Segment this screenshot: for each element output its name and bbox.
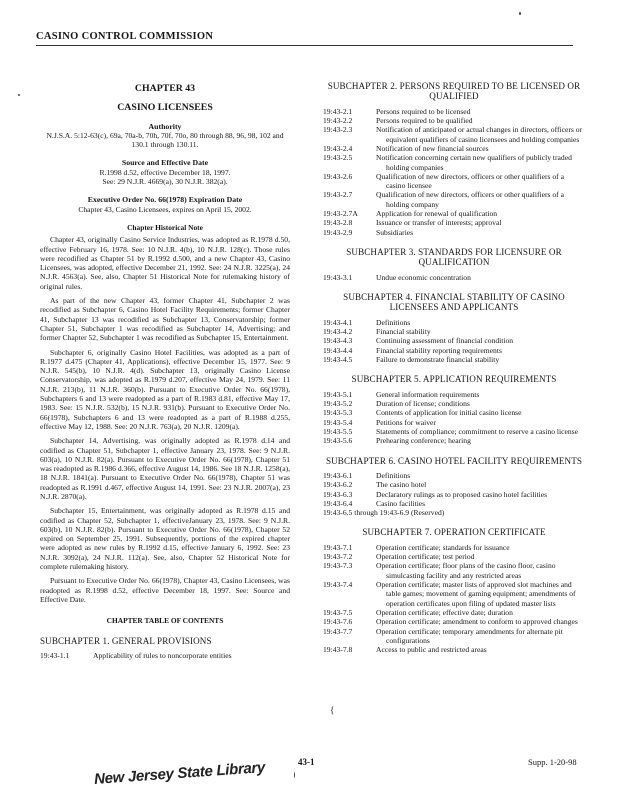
section-title: 19:43-6.5 through 19:43-6.9 (Reserved) [323, 508, 445, 518]
section-number: 19:43-5.5 [323, 426, 353, 436]
section-number: 19:43-2.7A [323, 209, 358, 219]
toc-entry [323, 645, 585, 654]
section-title: Declaratory rulings as to proposed casino hotel facilities [376, 489, 548, 499]
section-title: Operation certificate; amendment to conform to approved changes [376, 617, 578, 627]
section-list [323, 318, 585, 364]
toc-entry [323, 273, 585, 282]
section-title: Casino facilities [376, 498, 426, 508]
section-number: 19:43-5.4 [323, 417, 353, 427]
toc-entry [323, 125, 585, 144]
source-heading: Source and Effective Date [121, 158, 209, 168]
section-number: 19:43-5.6 [323, 436, 353, 446]
page-number: 43-1 [298, 757, 315, 767]
section-title: General information requirements [376, 389, 480, 399]
section-number: 19:43-6.4 [323, 498, 353, 508]
toc-entry [323, 408, 585, 417]
toc-entry [323, 209, 585, 218]
section-number: 19:43-2.3 [323, 125, 353, 135]
history-paragraph: As part of the new Chapter 43, former Chapter 41, Subchapter 2 was recodified as Subchapter 6, Casino Hotel Facility Requirements; former Chapter 41, Subchapter 13 was recodified as Subchapter 13, Conservatorship; former Chapter 51, Subchapter 1 was recodified as Subchapter 14, Advertising; and former Chapter 52, Subchapter 1 was recodified as Subchapter 15, Entertainment. [40, 296, 290, 343]
toc-entry [323, 318, 585, 327]
section-title: Application for renewal of qualification [376, 209, 498, 219]
toc-entry [323, 190, 585, 209]
toc-entry [323, 390, 585, 399]
toc-entry [323, 499, 585, 508]
section-number: 19:43-7.5 [323, 607, 353, 617]
toc-entry [323, 228, 585, 237]
source-text: R.1998 d.52, effective December 18, 1997. [99, 167, 231, 177]
supplement-date: Supp. 1-20-98 [528, 757, 577, 767]
section-title: Duration of license; conditions [376, 399, 470, 409]
header-rule [36, 45, 573, 46]
history-paragraph: Subchapter 6, originally Casino Hotel Facilities, was adopted as a part of R.1977 d.475 (Chapter 41, Applications), effective December 15, 1977. See: 9 N.J.R. 545(b), 10 N.J.R. 4(d). Subchapter 13, originally Casino License Conservatorship, was adopted as R.1979 d.207, effective May 24, 1979. See: 11 N.J.R. 213(b), 11 N.J.R. 360(b). Pursuant to Executive Order No. 66(1978), Subchapters 6 and 13 were readopted as a part of R.1983 d.81, effective May 17, 1983. See: 15 N.J.R. 532(b), 15 N.J.R. 931(b). Pursuant to Executive Order No. 66(1978), Subchapters 6 and 13 were readopted as a part of R.1988 d.255, effective May 12, 1988. See: 20 N.J.R. 763(a), 20 N.J.R. 1209(a). [40, 347, 290, 431]
section-number: 19:43-7.8 [323, 645, 353, 655]
toc-entry [323, 107, 585, 116]
section-number: 19:43-2.1 [323, 106, 353, 116]
section-title: Subsidiaries [376, 227, 414, 237]
toc-entry [323, 172, 585, 191]
section-number: 19:43-7.2 [323, 552, 353, 562]
toc-entry [323, 427, 585, 436]
toc-entry [323, 346, 585, 355]
section-title: Notification of new financial sources [376, 144, 489, 153]
section-list [323, 543, 585, 655]
history-paragraph: Subchapter 15, Entertainment, was originally adopted as R.1978 d.15 and codified as Chapter 52, Subchapter 1, effectiveJanuary 23, 1978. See: 9 N.J.R. 603(b), 10 N.J.R. 82(b). Pursuant to Executive Order No. 66(1978), Chapter 52 expired on September 25, 1991. Subsequently, portions of the expired chapter were adopted as new rules by R.1992 d.15, effective January 6, 1992. See: 23 N.J.R. 3092(a), 24 N.J.R. 112(a). See, also, Chapter 52 Historical Note for complete rulemaking history. [40, 506, 290, 572]
section-number: 19:43-6.2 [323, 480, 353, 490]
section-title: Qualification of new directors, officers or other qualifiers of a holding company [376, 190, 564, 209]
section-title: Financial stability [376, 327, 431, 337]
toc-entry [323, 116, 585, 125]
section-number: 19:43-7.6 [323, 617, 353, 627]
section-title: Persons required to be licensed [376, 106, 471, 116]
toc-entry [323, 153, 585, 172]
toc-entry [323, 508, 585, 517]
scan-speck [519, 12, 521, 15]
toc-entry [323, 471, 585, 480]
section-title: Contents of application for initial casino license [376, 408, 522, 418]
subchapter-title: SUBCHAPTER 5. APPLICATION REQUIREMENTS [351, 374, 557, 385]
toc-entry [323, 436, 585, 445]
section-title: Operation certificate; effective date; duration [376, 607, 513, 617]
subchapter-title: SUBCHAPTER 3. STANDARDS FOR LICENSURE OR QUALIFICATION [346, 246, 562, 268]
section-number: 19:43-2.9 [323, 227, 353, 237]
toc-entry [323, 327, 585, 336]
section-title: Petitions for waiver [376, 417, 436, 427]
subchapter-title: SUBCHAPTER 7. OPERATION CERTIFICATE [362, 527, 546, 538]
toc-entry [323, 480, 585, 489]
section-title: Applicability of rules to noncorporate entities [93, 650, 232, 660]
section-title: Notification concerning certain new qualifiers of publicly traded holding companies [376, 153, 572, 172]
toc-title: CHAPTER TABLE OF CONTENTS [106, 616, 224, 626]
toc-entry [323, 580, 585, 608]
section-number: 19:43-6.3 [323, 489, 353, 499]
subchapter-title: SUBCHAPTER 2. PERSONS REQUIRED TO BE LICENSED OR QUALIFIED [327, 81, 581, 102]
authority-heading: Authority [148, 121, 182, 131]
section-title: Prehearing conference; hearing [376, 436, 471, 446]
section-list [40, 651, 290, 660]
section-number: 19:43-6.1 [323, 470, 353, 480]
section-list [323, 273, 585, 282]
history-paragraph: Pursuant to Executive Order No. 66(1978), Chapter 43, Casino Licensees, was readopted as R.1998 d.52, effective December 18, 1997. See: Source and Effective Date. [40, 576, 290, 604]
section-title: Definitions [376, 470, 411, 480]
running-head: CASINO CONTROL COMMISSION [36, 31, 214, 42]
bracket-mark: { [330, 705, 335, 715]
section-number: 19:43-5.1 [323, 389, 353, 399]
section-title: Operation certificate; temporary amendments for alternate pit configurations [376, 626, 563, 645]
section-number: 19:43-5.3 [323, 408, 353, 418]
section-number: 19:43-2.2 [323, 116, 353, 126]
section-title: Persons required to be qualified [376, 116, 473, 126]
eo-heading: Executive Order No. 66(1978) Expiration Date [87, 195, 243, 205]
chapter-number: CHAPTER 43 [134, 83, 196, 94]
subchapter-title: SUBCHAPTER 4. FINANCIAL STABILITY OF CASINO LICENSEES AND APPLICANTS [343, 292, 565, 313]
section-list [323, 390, 585, 446]
section-title: Access to public and restricted areas [376, 645, 487, 655]
toc-entry [40, 651, 290, 660]
section-number: 19:43-2.4 [323, 144, 353, 153]
section-title: Financial stability reporting requirements [376, 345, 502, 355]
section-number: 19:43-2.8 [323, 218, 353, 228]
scan-speck [18, 94, 20, 96]
subchapter-title: SUBCHAPTER 1. GENERAL PROVISIONS [40, 635, 212, 646]
section-number: 19:43-7.7 [323, 626, 353, 636]
section-title: Definitions [376, 317, 411, 327]
section-number: 19:43-4.5 [323, 355, 353, 365]
section-title: Undue economic concentration [376, 272, 471, 282]
scan-speck [294, 772, 295, 778]
toc-entry [323, 336, 585, 345]
toc-entry [323, 355, 585, 364]
toc-entry [323, 561, 585, 580]
section-title: The casino hotel [376, 480, 427, 490]
section-title: Operation certificate; floor plans of the casino floor, casino simulcasting facility and any restricted areas [376, 561, 556, 580]
section-number: 19:43-2.6 [323, 171, 353, 181]
section-number: 19:43-4.3 [323, 336, 353, 346]
toc-entry [323, 552, 585, 561]
section-number: 19:43-7.1 [323, 542, 353, 552]
history-heading: Chapter Historical Note [127, 222, 203, 232]
toc-entry [323, 627, 585, 646]
section-number: 19:43-3.1 [323, 272, 353, 282]
section-number: 19:43-2.5 [323, 153, 353, 163]
toc-entry [323, 218, 585, 227]
section-number: 19:43-1.1 [40, 650, 70, 660]
chapter-title: CASINO LICENSEES [117, 102, 213, 114]
section-number: 19:43-4.4 [323, 345, 353, 355]
toc-entry [323, 617, 585, 626]
toc-entry [323, 399, 585, 408]
section-number: 19:43-5.2 [323, 399, 353, 409]
toc-entry [323, 608, 585, 617]
section-number: 19:43-2.7 [323, 190, 353, 200]
eo-text: Chapter 43, Casino Licensees, expires on April 15, 2002. [78, 204, 252, 214]
section-title: Issuance or transfer of interests; approval [376, 218, 502, 228]
authority-text: N.J.S.A. 5:12-63(c), 69a, 70a-b, 70h, 70f, 70o, 80 through 88, 96, 98, 102 and 130.1 through 130.11. [46, 130, 284, 150]
left-column [40, 84, 290, 660]
section-title: Qualification of new directors, officers or other qualifiers of a casino licensee [376, 171, 564, 191]
section-number: 19:43-7.4 [323, 580, 353, 590]
toc-entry [323, 490, 585, 499]
section-title: Statements of compliance; commitment to reserve a casino license [376, 426, 579, 436]
section-title: Continuing assessment of financial condition [376, 336, 514, 346]
toc-entry [323, 543, 585, 552]
section-list [323, 107, 585, 237]
toc-entry [323, 418, 585, 427]
history-paragraph: Subchapter 14, Advertising, was originally adopted as R.1978 d.14 and codified as Chapter 51, Subchapter 1, effective January 23, 1978. See: 9 N.J.R. 603(a), 10 N.J.R. 82(a). Pursuant to Executive Order No. 66(1978), Chapter 51 was readopted as R.1986 d.366, effective August 14, 1986. See 18 N.J.R. 1258(a), 18 N.J.R. 1841(a). Pursuant to Executive Order No. 66(1978), Chapter 51 was readopted as R.1991 d.467, effective August 14, 1991. See: 23 N.J.R. 2007(a), 23 N.J.R. 2870(a). [40, 436, 290, 501]
section-title: Notification of anticipated or actual changes in directors, officers or equivalent qualifiers of casino licensees and holding companies [376, 125, 583, 144]
history-paragraph: Chapter 43, originally Casino Service Industries, was adopted as R.1978 d.50, effective February 16, 1978. See: 10 N.J.R. 4(b), 10 N.J.R. 128(c). Those rules were recodified as Chapter 51 by R.1992 d.500, and a new Chapter 43, Casino Licensees, was adopted, effective December 21, 1992. See: 24 N.J.R. 3225(a), 24 N.J.R. 4563(a). See, also, Chapter 51 Historical Note for rulemaking history of original rules. [40, 235, 290, 291]
source-see: See: 29 N.J.R. 4669(a), 30 N.J.R. 382(a). [102, 177, 228, 187]
section-title: Operation certificate; master lists of approved slot machines and table games; movement of gaming equipment; amendments of operation certificates upon filing of updated master lists [376, 580, 576, 608]
section-title: Operation certificate; standards for issuance [376, 542, 510, 552]
section-list [323, 471, 585, 517]
section-title: Operation certificate; test period [376, 552, 475, 562]
section-number: 19:43-4.2 [323, 327, 353, 337]
toc-entry [323, 144, 585, 153]
right-column [323, 81, 585, 654]
section-number: 19:43-7.3 [323, 561, 353, 571]
section-title: Failure to demonstrate financial stability [376, 355, 500, 365]
subchapter-title: SUBCHAPTER 6. CASINO HOTEL FACILITY REQUIREMENTS [325, 455, 583, 466]
library-stamp: New Jersey State Library [93, 759, 266, 788]
section-number: 19:43-4.1 [323, 317, 353, 327]
